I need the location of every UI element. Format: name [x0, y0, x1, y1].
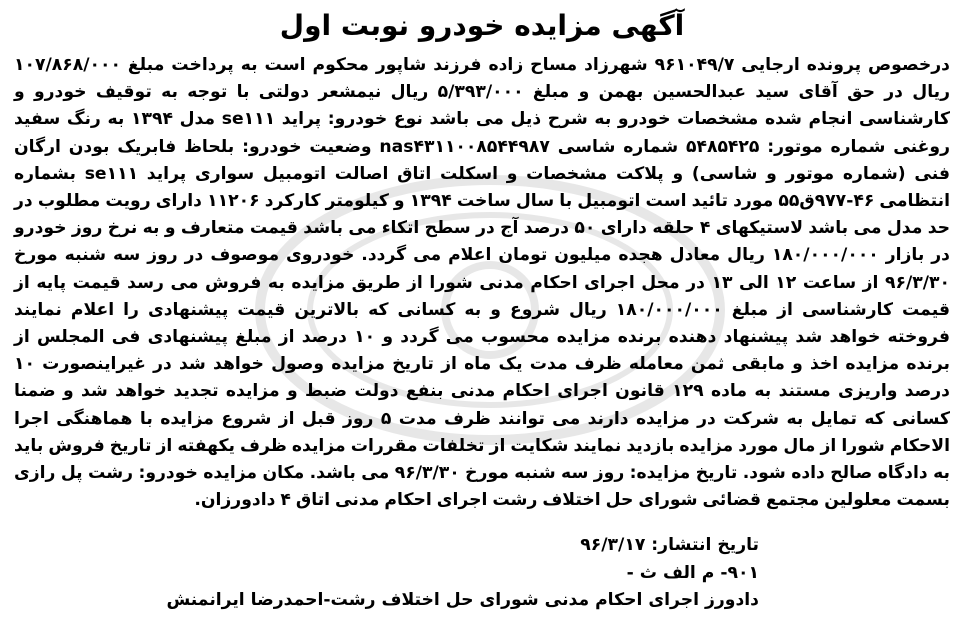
notice-body: درخصوص پرونده ارجایی ۹۶۱۰۴۹/۷ شهرزاد مساح زاده فرزند شاپور محکوم است به پرداخت مبلغ ۱۰۷/۸۶۸/۰۰۰ ریال در حق آقای سید عبدالحسین بهمن و مبلغ ۵/۳۹۳/۰۰۰ ریال نیمشعر دولتی با توجه به توقیف خودرو و کارشناسی انجام شده مشخصات خودرو به شرح ذیل می باشد نوع خودرو: پراید se۱۱۱ مدل ۱۳۹۴ به رنگ سفید روغنی شماره موتور: ۵۴۸۵۴۲۵ شماره شاسی nas۴۳۱۱۰۰۸۵۴۴۹۸۷ وضعیت خودرو: بلحاظ فابریک بودن ارگان فنی (شماره موتور و شاسی) و پلاکت مشخصات و اسکلت اتاق اصالت اتومبیل سواری پراید se۱۱۱ بشماره انتظامی ۴۶-۹۷۷ق۵۵ مورد تائید است اتومبیل با سال ساخت ۱۳۹۴ و کیلومتر کارکرد ۱۱۲۰۶ دارای رویت مطلوب در حد مدل می باشد لاستیکهای ۴ حلقه دارای ۵۰ درصد آج در سطح اتکاء می باشد قیمت متعارف و به نرخ روز خودرو در بازار ۱۸۰/۰۰۰/۰۰۰ ریال معادل هجده میلیون تومان اعلام می گردد. خودروی موصوف در روز سه شنبه مورخ ۹۶/۳/۳۰ از ساعت ۱۲ الی ۱۳ در محل اجرای احکام مدنی شورا از طریق مزایده به فروش می رسد قیمت پایه از قیمت کارشناسی از مبلغ ۱۸۰/۰۰۰/۰۰۰ ریال شروع و به کسانی که بالاترین قیمت پیشنهادی را اعلام نمایند فروخته خواهد شد پیشنهاد دهنده برنده مزایده محسوب می گردد و ۱۰ درصد از مبلغ پیشنهادی فی المجلس از برنده مزایده اخذ و مابقی ثمن معامله ظرف مدت یک ماه از تاریخ مزایده وصول خواهد شد در غیراینصورت ۱۰ درصد واریزی مستند به ماده ۱۲۹ قانون اجرای احکام مدنی بنفع دولت ضبط و مزایده تجدید خواهد شد و ضمنا کسانی که تمایل به شرکت در مزایده دارند می توانند ظرف مدت ۵ روز قبل از شروع مزایده با هماهنگی اجرا الاحکام شورا از مال مورد مزایده بازدید نمایند شکایت از تخلفات مقررات مزایده ظرف یکهفته از تاریخ فروش باید به دادگاه صالح داده شود. تاریخ مزایده: روز سه شنبه مورخ ۹۶/۳/۳۰ می باشد. مکان مزایده خودرو: رشت پل رازی بسمت معلولین مجتمع قضائی شورای حل اختلاف رشت اجرای احکام مدنی اتاق ۴ دادورزان. — [14, 55, 951, 511]
notice-footer — [139, 532, 759, 615]
notice-title: آگهی مزایده خودرو نوبت اول — [279, 9, 685, 42]
signature: دادورز اجرای احکام مدنی شورای حل اختلاف رشت-احمدرضا ایرانمنش — [166, 590, 759, 610]
reference-number: ۹۰۱- م الف ث - — [626, 562, 759, 583]
publish-date: تاریخ انتشار: ۹۶/۳/۱۷ — [580, 535, 759, 555]
